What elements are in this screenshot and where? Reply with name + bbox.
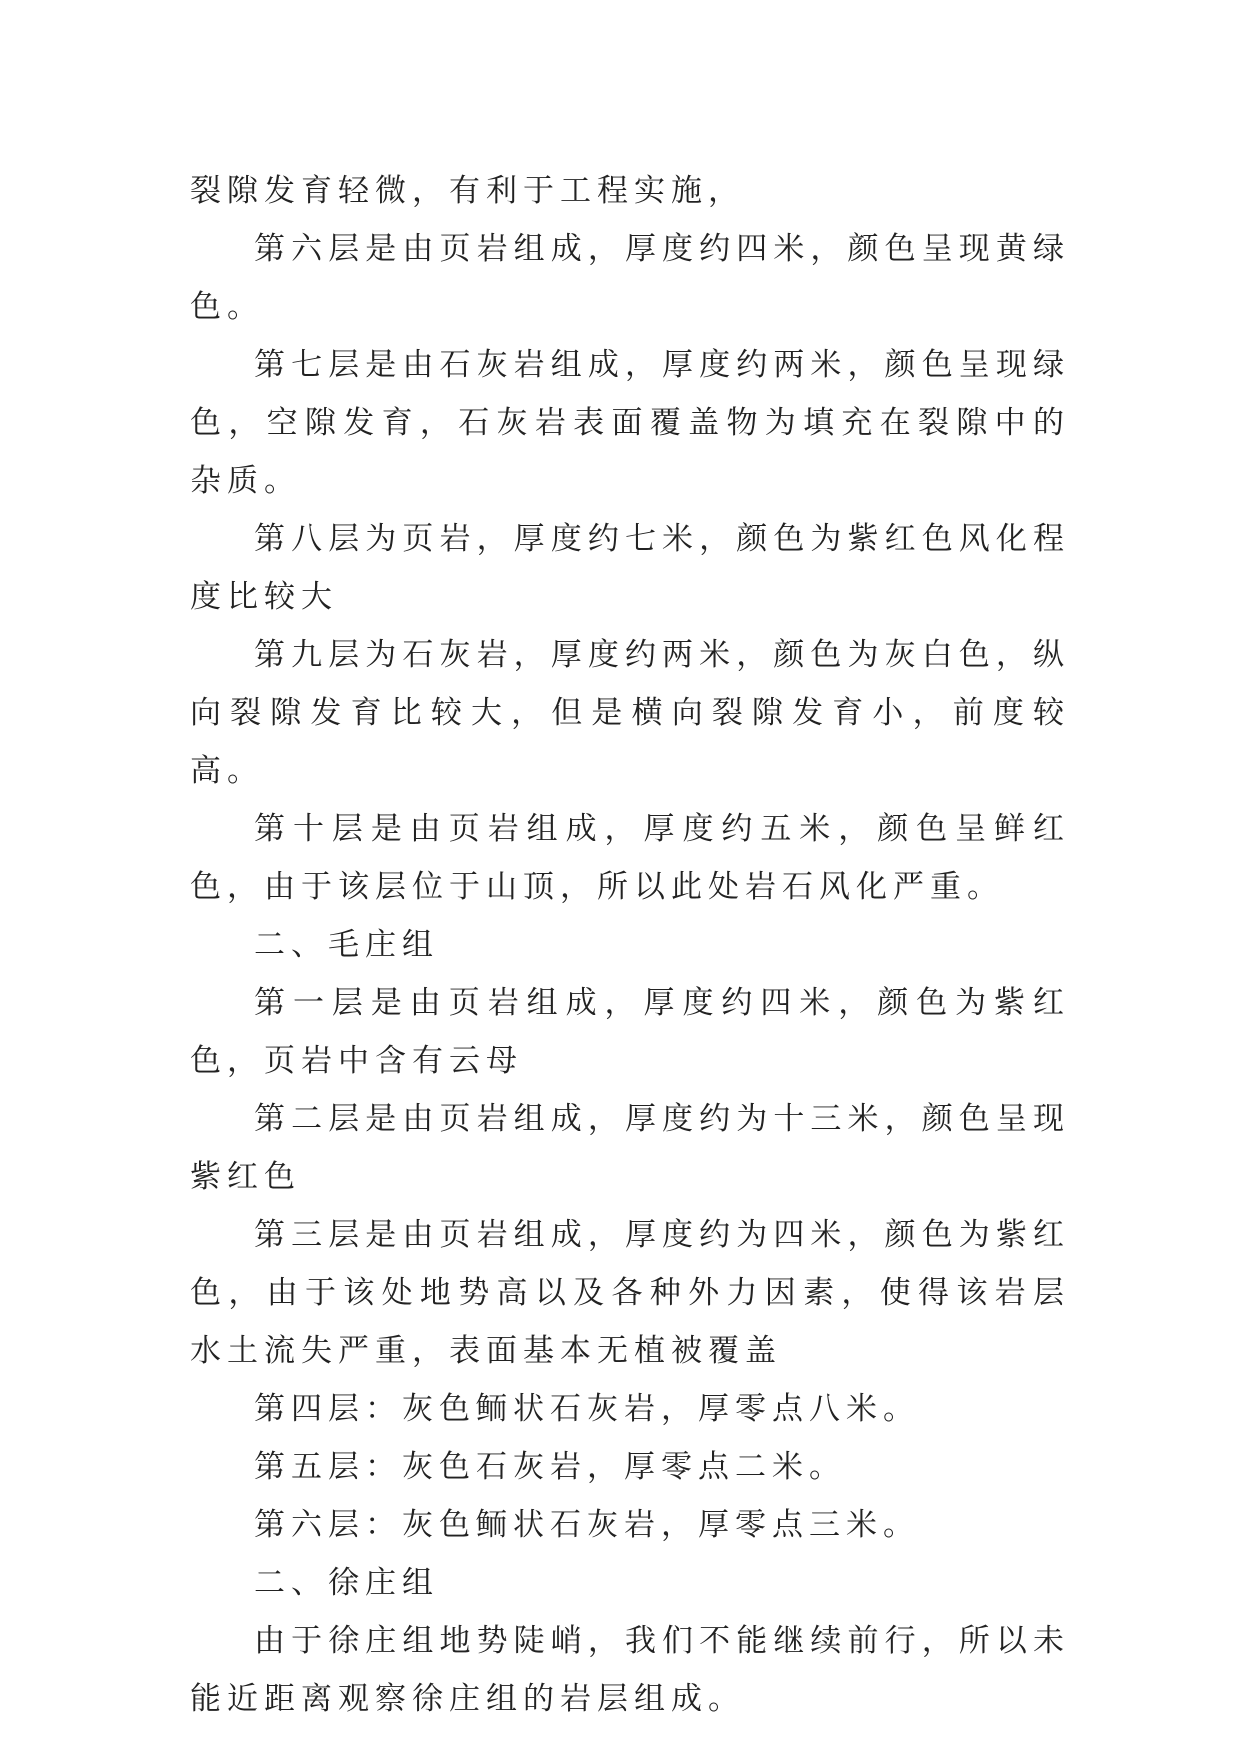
document-body bbox=[190, 162, 1070, 1728]
paragraph: 第七层是由石灰岩组成，厚度约两米，颜色呈现绿色，空隙发育，石灰岩表面覆盖物为填充在裂隙中的杂质。 bbox=[190, 347, 1070, 499]
paragraph: 第三层是由页岩组成，厚度约为四米，颜色为紫红色，由于该处地势高以及各种外力因素，使得该岩层水土流失严重，表面基本无植被覆盖 bbox=[190, 1217, 1070, 1369]
section-heading: 二、徐庄组 bbox=[254, 1565, 439, 1601]
paragraph: 第四层：灰色鲕状石灰岩，厚零点八米。 bbox=[254, 1391, 920, 1427]
section-heading: 二、毛庄组 bbox=[254, 927, 439, 963]
paragraph: 第六层是由页岩组成，厚度约四米，颜色呈现黄绿色。 bbox=[190, 231, 1070, 325]
paragraph: 第五层：灰色石灰岩，厚零点二米。 bbox=[254, 1449, 846, 1485]
paragraph: 第六层：灰色鲕状石灰岩，厚零点三米。 bbox=[254, 1507, 920, 1543]
paragraph: 裂隙发育轻微，有利于工程实施， bbox=[190, 173, 745, 209]
paragraph: 由于徐庄组地势陡峭，我们不能继续前行，所以未能近距离观察徐庄组的岩层组成。 bbox=[190, 1623, 1070, 1717]
paragraph: 第一层是由页岩组成，厚度约四米，颜色为紫红色，页岩中含有云母 bbox=[190, 985, 1070, 1079]
paragraph: 第九层为石灰岩，厚度约两米，颜色为灰白色，纵向裂隙发育比较大，但是横向裂隙发育小，前度较高。 bbox=[190, 637, 1070, 789]
paragraph: 第十层是由页岩组成，厚度约五米，颜色呈鲜红色，由于该层位于山顶，所以此处岩石风化严重。 bbox=[190, 811, 1070, 905]
paragraph: 第二层是由页岩组成，厚度约为十三米，颜色呈现紫红色 bbox=[190, 1101, 1070, 1195]
paragraph: 第八层为页岩，厚度约七米，颜色为紫红色风化程度比较大 bbox=[190, 521, 1070, 615]
